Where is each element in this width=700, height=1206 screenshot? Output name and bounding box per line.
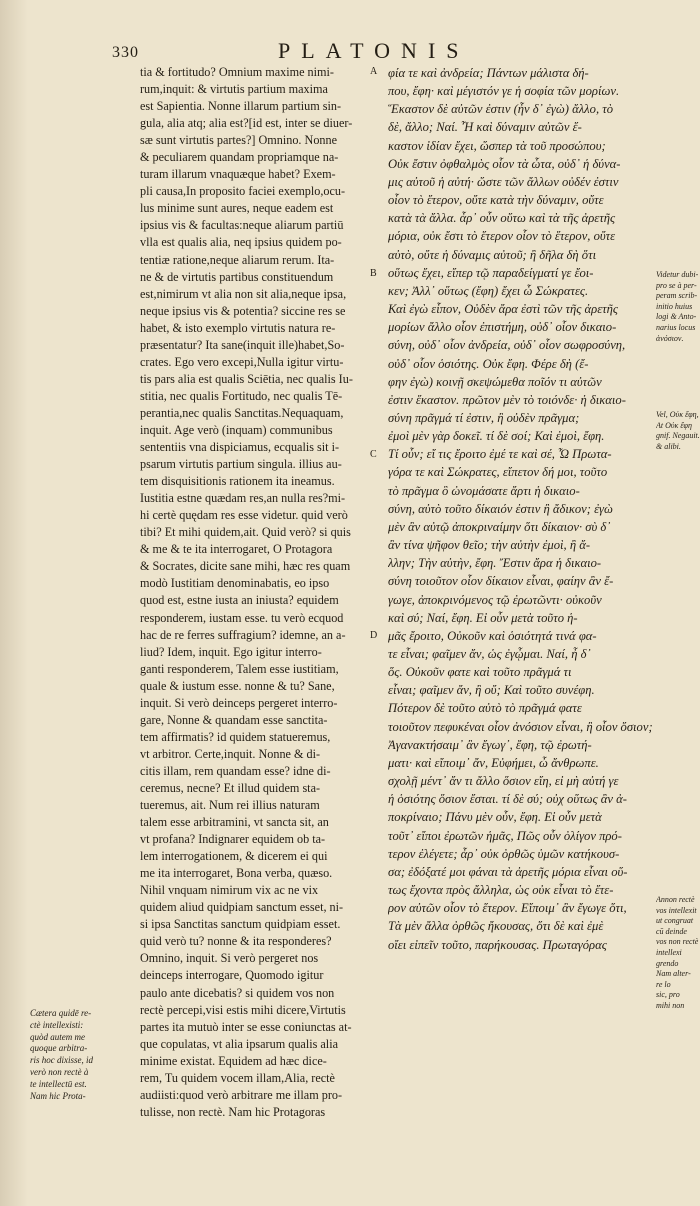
greek-text-line: τὸ πρᾶγμα ὃ ὠνομάσατε ἄρτι ἡ δικαιο- [388, 483, 580, 498]
latin-text-line: tem disquisitionis rationem ita ineamus. [140, 474, 335, 489]
latin-text-line: turam illarum vnaquæque habet? Exem- [140, 167, 336, 182]
right-note-line: vos non rectè [656, 937, 699, 947]
greek-text-line: σύνη τοιοῦτον οἷον δίκαιον εἶναι, φαίην ἂν ἔ- [388, 574, 614, 589]
right-note-line: initio huius [656, 301, 693, 311]
right-note-line: Annon rectè [656, 895, 695, 904]
latin-text-line: tia & fortitudo? Omnium maxime nimi- [140, 65, 334, 79]
greek-text-line: τερον ἐλέγετε; ἆρ᾽ οὐκ ὀρθῶς ὑμῶν κατήκουσ- [388, 846, 620, 861]
latin-text-line: liud? Idem, inquit. Ego igitur interro- [140, 644, 322, 659]
greek-text-line: Οὐκ ἔστιν ὀφθαλμὸς οἷον τὰ ὦτα, οὐδ᾽ ἡ δύνα- [388, 156, 621, 171]
left-note-line: quòd autem me [30, 1031, 85, 1042]
latin-text-column [140, 64, 362, 1121]
greek-text-line: ματι· καὶ εἴποιμ᾽ ἄν, Εὐφήμει, ὦ ἄνθρωπε. [388, 755, 599, 770]
latin-text-line: audiisti:quod verò arbitrare me illam pro- [140, 1087, 343, 1102]
latin-text-line: minime existat. Equidem ad hæc dice- [140, 1053, 327, 1068]
greek-text-line: οὐδ᾽ οἷον ὁσιότης. Οὐκ ἔφη. Φέρε δὴ (ἔ- [388, 356, 589, 371]
greek-text-line: σχολῇ μέντ᾽ ἄν τι ἄλλο ὅσιον εἴη, εἰ μὴ αὐτή γε [388, 774, 619, 789]
greek-text-line: ἐστιν ἕκαστον. πρῶτον μὲν τὸ τοιόνδε· ἡ δικαιο- [388, 392, 626, 407]
greek-text-line: ποκρίναιο; Πάνυ μὲν οὖν, ἔφη. Εἰ οὖν μετὰ [388, 810, 602, 825]
greek-text-line: ὅς. Οὐκοῦν φατε καὶ τοῦτο πρᾶγμά τι [388, 665, 572, 680]
latin-text-line: talem esse arbitramini, vt sancta sit, an [140, 815, 329, 830]
latin-text-line: responderem, iustam esse. tu verò ecquod [140, 610, 344, 625]
greek-text-line: καστον ἰδίαν ἔχει, ὥσπερ τὰ τοῦ προσώπου; [388, 138, 606, 153]
greek-text-line: λλην; Τὴν αὐτὴν, ἔφη. Ἔστιν ἄρα ἡ δικαιο- [388, 556, 602, 571]
right-note-line: mihi non [656, 1000, 685, 1010]
greek-text-line: Ἀγανακτήσαιμ᾽ ἂν ἔγωγ᾽, ἔφη, τῷ ἐρωτή- [388, 737, 592, 752]
greek-text-line: ρον αὐτῶν οἷον τὸ ἕτερον. Εἴποιμ᾽ ἂν ἔγωγε ὅτι, [388, 901, 627, 916]
greek-text-line: σα; ἐδόξατέ μοι φάναι τὰ ἀρετῆς μόρια εἶναι οὕ- [388, 864, 628, 879]
greek-text-line: εἶναι; φαῖμεν ἄν, ἢ οὔ; Καὶ τοῦτο συνέφη. [388, 683, 595, 698]
latin-text-line: que copulatas, vt alia ipsarum qualis alia [140, 1036, 338, 1051]
section-marker-d: D [370, 630, 378, 641]
greek-text-line: γόρα τε καὶ Σώκρατες, εἴπετον δή μοι, τοῦτο [388, 465, 608, 480]
greek-text-line: Πότερον δὲ τοῦτο αὐτὸ τὸ πρᾶγμά φατε [388, 701, 582, 716]
greek-text-line: μις αὐτοῦ ἡ αὐτή· ὥστε τῶν ἄλλων οὐδέν ἐστιν [388, 174, 619, 189]
greek-text-line: σύνη, αὐτὸ τοῦτο δίκαιόν ἐστιν ἢ ἄδικον; ἐγὼ [388, 501, 613, 516]
running-head: PLATONIS [278, 38, 470, 63]
latin-text-line: citis illam, rem quandam esse? idne di- [140, 763, 331, 778]
gutter-shadow [0, 0, 28, 1206]
latin-text-line: me ita interrogaret, Bona verba, quæso. [140, 866, 333, 881]
latin-text-line: tem affirmatis? id quidem statueremus, [140, 729, 331, 744]
greek-text-line: αὐτὸ, οὔτε ἡ δύναμις αὐτοῦ; ἢ δῆλα δὴ ὅτι [388, 247, 597, 262]
latin-text-line: est,nimirum vt alia non sit alia,neque ipsa, [140, 286, 347, 301]
greek-text-line: καὶ σύ; Ναί, ἔφη. Εἰ οὖν μετὰ τοῦτο ἡ- [388, 610, 578, 625]
greek-text-line: κατὰ τὰ ἄλλα. ἆρ᾽ οὖν οὕτω καὶ τὰ τῆς ἀρετῆς [388, 211, 616, 226]
right-note-line: narius locus [656, 322, 696, 332]
greek-text-line: οἴει εἰπεῖν τοῦτο, παρήκουσας. Πρωταγόρας [388, 937, 607, 952]
latin-text-line: si ipsa Sanctitas sanctum quidpiam esset. [140, 917, 341, 932]
latin-text-line: rem, Tu quidem vocem illam,Alia, rectè [140, 1070, 335, 1085]
greek-text-line: Καὶ ἐγὼ εἶπον, Οὐδὲν ἄρα ἐστὶ τῶν τῆς ἀρετῆς [388, 302, 619, 317]
latin-text-line: ganti responderem, Talem esse iustitiam, [140, 661, 339, 676]
latin-text-line: Iustitia estne quædam res,an nulla res?mi- [140, 491, 346, 506]
latin-text-line: deinceps interrogare, Quomodo igitur [140, 968, 324, 983]
latin-text-line: inquit. Si verò deinceps pergeret interro- [140, 695, 338, 710]
greek-text-line: ἡ ὁσιότης ὅσιον ἔσται. τί δὲ σύ; οὐχ οὕτως ἂν ἀ- [388, 792, 627, 807]
greek-text-line: δὲ, ἄλλο; Ναί. Ἦ καὶ δύναμιν αὐτῶν ἕ- [388, 120, 582, 135]
latin-text-line: quod est, estne iusta an iniusta? equidem [140, 593, 339, 608]
latin-text-line: Omnino, inquit. Si verò pergeret nos [140, 951, 319, 966]
section-marker-c: C [370, 449, 377, 460]
latin-text-line: vt arbitror. Certe,inquit. Nonne & di- [140, 746, 321, 761]
right-note-line: & alibi. [656, 441, 681, 451]
right-note-line: At Οὐκ ἔφη [656, 420, 692, 430]
right-note-line: logi & Anto- [656, 312, 697, 322]
greek-text-line: φην ἐγὼ) κοινῇ σκεψώμεθα ποῖόν τι αὐτῶν [388, 374, 602, 389]
right-note-line: Videtur dubi- [656, 270, 699, 279]
latin-text-line: habet, & isto exemplo virtutis natura re- [140, 320, 336, 335]
latin-text-line: tentiæ ratione,neque aliarum rerum. Ita- [140, 252, 335, 267]
greek-text-line: τοῦτ᾽ εἴποι ἐρωτῶν ἡμᾶς, Πῶς οὖν ὀλίγον πρό- [388, 828, 622, 843]
latin-text-line: præsentatur? Ita sane(inquit ille)habet,So- [140, 337, 345, 352]
right-note-line: sic, pro [656, 990, 680, 1000]
greek-text-line: ἐμοὶ μὲν γὰρ δοκεῖ. τί δὲ σοί; Καὶ ἐμοὶ, ἔφη. [388, 429, 605, 444]
left-note-line: ris hoc dixisse, id [30, 1055, 93, 1066]
latin-text-line: rectè percepi,visi estis mihi dicere,Virtutis [140, 1002, 346, 1017]
latin-text-line: ceremus, necne? Et illud quidem sta- [140, 780, 321, 795]
latin-text-line: quid verò tu? nonne & ita responderes? [140, 934, 332, 949]
latin-text-line: lem interrogationem, & dicerem ei qui [140, 849, 328, 864]
greek-text-line: Τί οὖν; εἴ τις ἔροιτο ἐμέ τε καὶ σέ, Ὦ Πρωτα- [388, 447, 612, 462]
latin-text-line: partes ita mutuò inter se esse coniunctas at- [140, 1019, 352, 1034]
greek-text-line: οἷον τὸ ἕτερον, οὔτε κατὰ τὴν δύναμιν, οὔτε [388, 193, 604, 208]
greek-text-line: μορίων ἄλλο οἷον ἐπιστήμη, οὐδ᾽ οἷον δικαιο- [388, 320, 617, 335]
latin-text-line: crates. Ego vero excepi,Nulla igitur virtu- [140, 354, 344, 369]
right-margin-note-2 [656, 410, 700, 452]
latin-text-line: psarum virtutis partium singula. illius au- [140, 457, 342, 472]
latin-text-line: tueremus, ait. Num rei illius naturam [140, 798, 320, 813]
right-note-line: Nam alter- [656, 969, 691, 979]
section-marker-b: B [370, 268, 377, 279]
right-margin-note-3 [656, 895, 700, 1012]
right-margin-note-1 [656, 270, 700, 344]
right-note-line: grendo [656, 958, 679, 968]
latin-text-line: est Sapientia. Nonne illarum partium sin- [140, 99, 342, 114]
right-note-line: pro se à per- [656, 280, 697, 290]
latin-text-line: tulisse, non rectè. Nam hic Protagoras [140, 1104, 326, 1119]
latin-text-line: perantia,nec qualis Sanctitas.Nequaquam, [140, 405, 344, 420]
latin-text-line: quale & iustum esse. nonne & tu? Sane, [140, 678, 335, 693]
section-marker-a: A [370, 66, 378, 77]
greek-text-line: Τὰ μὲν ἄλλα ὀρθῶς ἤκουσας, ὅτι δὲ καὶ ἐμὲ [388, 919, 604, 934]
latin-text-line: ipsius vis & facultas:neque aliarum partiū [140, 218, 344, 233]
greek-text-line: ἂν τίνα ψῆφον θεῖο; τὴν αὐτὴν ἐμοὶ, ἢ ἄ- [388, 538, 591, 553]
latin-text-line: sententiis vna dispiciamus, ecqualis sit i- [140, 440, 340, 455]
right-note-line: cū deinde [656, 926, 687, 936]
latin-text-line: hac de re ferres suffragium? idemne, an a- [140, 627, 346, 642]
left-note-line: te intellectū est. [30, 1078, 87, 1089]
greek-text-line: μὲν ἂν αὐτῷ ἀποκριναίμην ὅτι δίκαιον· σὺ δ᾽ [388, 519, 611, 534]
greek-text-line: που, ἔφη· καὶ μέγιστόν γε ἡ σοφία τῶν μορίων. [388, 84, 620, 99]
left-note-line: verò non rectè à [30, 1066, 89, 1077]
latin-text-line: vt profana? Indignarer equidem ob ta- [140, 832, 326, 847]
right-note-line: ἀνόσιον. [656, 333, 684, 343]
latin-text-line: quidem aliud quidpiam sanctum esset, ni- [140, 900, 344, 915]
greek-text-line: οὕτως ἔχει, εἴπερ τῷ παραδείγματί γε ἔοι- [388, 265, 594, 280]
latin-text-line: ne & de virtutis partibus constituendum [140, 269, 334, 284]
left-note-line: Nam hic Prota- [30, 1090, 86, 1101]
greek-text-line: μόρια, οὐκ ἔστι τὸ ἕτερον οἷον τὸ ἕτερον, οὔτε [388, 229, 616, 244]
page-number: 330 [112, 44, 139, 61]
latin-text-line: tis pars alia est qualis Sciētia, nec qualis Iu- [140, 371, 353, 386]
latin-text-line: modò Iustitiam denominabatis, eo ipso [140, 576, 330, 591]
right-note-line: Vel, Οὐκ ἔφη, [656, 410, 699, 419]
greek-text-line: σύνη πρᾶγμά τί ἐστιν, ἢ οὐδὲν πρᾶγμα; [388, 410, 580, 425]
greek-text-line: κεν; Ἀλλ᾽ οὕτως (ἔφη) ἔχει ὦ Σώκρατες. [388, 283, 589, 298]
right-note-line: gnif. Negauit. [656, 431, 700, 441]
right-note-line: vos intellexit [656, 905, 697, 915]
right-note-line: re lo [656, 979, 671, 989]
latin-text-line: stitia, nec qualis Fortitudo, nec qualis Tē- [140, 388, 343, 403]
greek-text-line: γωγε, ἀποκρινόμενος τῷ ἐρωτῶντι· οὐκοῦν [388, 592, 602, 607]
greek-text-line: τοιοῦτον πεφυκέναι οἷον ἀνόσιον εἶναι, ἢ οἷον ὅσιον; [388, 719, 653, 734]
right-note-line: peram scrib- [656, 291, 698, 301]
greek-text-line: τως ἔχοντα πρὸς ἄλληλα, ὡς οὐκ εἶναι τὸ ἕτε- [388, 883, 614, 898]
latin-text-line: & peculiarem quandam propriamque na- [140, 150, 339, 165]
latin-text-line: sæ sunt virtutis partes?] Omnino. Nonne [140, 133, 338, 148]
latin-text-line: tibi? Et mihi quidem,ait. Quid verò? si quis [140, 525, 351, 540]
left-margin-note [30, 1008, 136, 1102]
greek-text-column [388, 64, 656, 954]
left-note-line: quoque arbitra- [30, 1043, 88, 1054]
latin-text-line: paulo ante dicebatis? si quidem vos non [140, 985, 335, 1000]
left-note-line: ctè intellexisti: [30, 1019, 84, 1030]
greek-text-line: φία τε καὶ ἀνδρεία; Πάντων μάλιστα δή- [388, 66, 589, 80]
greek-text-line: Ἕκαστον δὲ αὐτῶν ἐστιν (ἦν δ᾽ ἐγὼ) ἄλλο, τὸ [388, 102, 614, 117]
latin-text-line: Nihil vnquam nimirum vix ac ne vix [140, 883, 319, 898]
latin-text-line: gula, alia atq; alia est?[id est, inter se diuer- [140, 116, 353, 131]
latin-text-line: lus minime sunt aures, neque eadem est [140, 201, 334, 216]
latin-text-line: inquit. Age verò (inquam) communibus [140, 422, 333, 437]
right-note-line: intellexi [656, 947, 682, 957]
greek-text-line: μᾶς ἔροιτο, Οὐκοῦν καὶ ὁσιότητά τινά φα- [388, 628, 597, 643]
latin-text-line: hi certè quędam res esse videtur. quid verò [140, 508, 348, 523]
latin-text-line: rum,inquit: & virtutis partium maxima [140, 82, 328, 97]
latin-text-line: vlla est qualis alia, neq ipsius quidem po- [140, 235, 342, 250]
latin-text-line: gare, Nonne & quandam esse sanctita- [140, 712, 328, 727]
latin-text-line: pli causa,In proposito faciei exemplo,ocu- [140, 184, 346, 199]
left-note-line: Cætera quidē re- [30, 1008, 92, 1018]
latin-text-line: neque ipsius vis & potentia? siccine res se [140, 303, 346, 318]
greek-text-line: σύνη, οὐδ᾽ οἷον ἀνδρεία, οὐδ᾽ οἷον σωφροσύνη, [388, 338, 626, 353]
right-note-line: ut congruat [656, 916, 694, 926]
latin-text-line: & me & te ita interrogaret, O Protagora [140, 542, 333, 557]
latin-text-line: & Socrates, dicite sane mihi, hæc res quam [140, 559, 351, 574]
greek-text-line: τε εἶναι; φαῖμεν ἄν, ὡς ἐγᾦμαι. Ναί, ἦ δ᾽ [388, 647, 591, 661]
